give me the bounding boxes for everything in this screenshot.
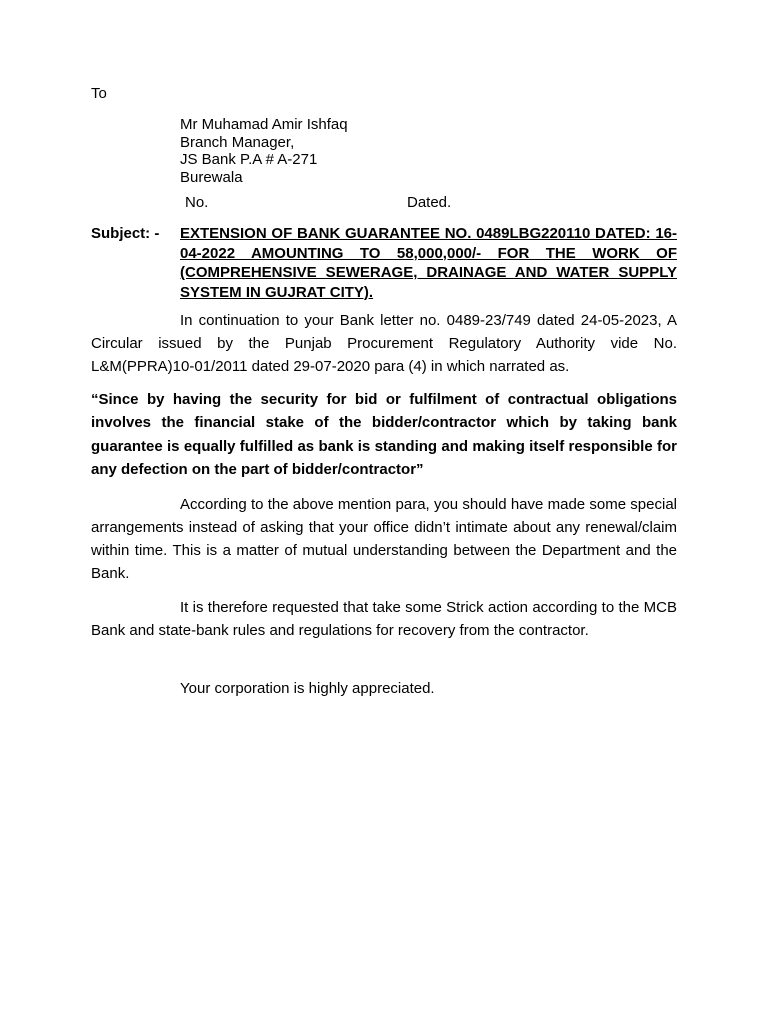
circular-quote: “Since by having the security for bid or fulfilment of contractual obligations involves the financial stake of the bidder/contractor which by taking bank guarantee is equally fulfilled as bank is standing and making itself responsible for any defection on the part of bidder/contractor”: [91, 391, 677, 478]
subject-text: EXTENSION OF BANK GUARANTEE NO. 0489LBG220110 DATED: 16-04-2022 AMOUNTING TO 58,000,000/- FOR THE WORK OF (COMPREHENSIVE SEWERAGE, DRAINAGE AND WATER SUPPLY SYSTEM IN GUJRAT CITY).: [180, 225, 677, 301]
recipient-name: Mr Muhamad Amir Ishfaq: [180, 116, 348, 133]
recipient-bank: JS Bank P.A # A-271: [180, 151, 318, 168]
closing-line: Your corporation is highly appreciated.: [180, 680, 435, 697]
date-label: Dated.: [407, 194, 452, 211]
paragraph-continuation: In continuation to your Bank letter no. 0489-23/749 dated 24-05-2023, A Circular issued by the Punjab Procurement Regulatory Authority vide No. L&M(PPRA)10-01/2011 dated 29-07-2020 para (4) in which narrated as.: [91, 312, 677, 375]
recipient-designation: Branch Manager,: [180, 133, 295, 151]
recipient-city: Burewala: [180, 168, 243, 186]
recipient-address: [180, 116, 348, 186]
reference-number-label: No.: [185, 194, 209, 211]
paragraph-request: It is therefore requested that take some Strick action according to the MCB Bank and state-bank rules and regulations for recovery from the contractor.: [91, 599, 677, 639]
subject-label: Subject: -: [91, 225, 160, 242]
paragraph-arrangements: According to the above mention para, you should have made some special arrangements instead of asking that your office didn’t intimate about any renewal/claim within time. This is a matter of mutual understanding between the Department and the Bank.: [91, 496, 677, 582]
salutation-to: To: [91, 85, 107, 102]
